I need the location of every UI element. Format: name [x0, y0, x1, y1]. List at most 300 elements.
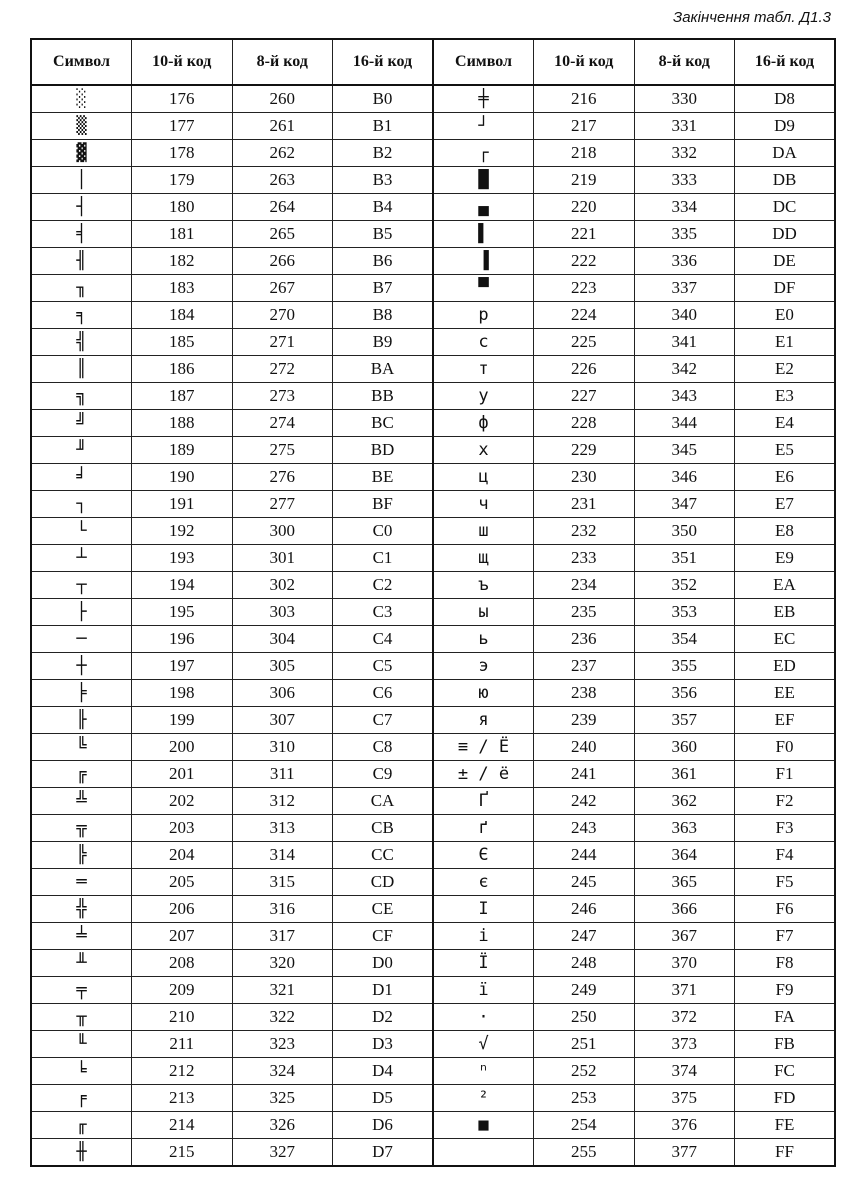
cell-symbol: с [433, 329, 534, 356]
cell-symbol: ╒ [31, 1085, 132, 1112]
cell-decimal: 201 [132, 761, 233, 788]
cell-decimal: 217 [534, 113, 635, 140]
cell-hex: FF [735, 1139, 836, 1167]
cell-symbol: ╞ [31, 680, 132, 707]
cell-octal: 326 [232, 1112, 333, 1139]
cell-symbol: ┐ [31, 491, 132, 518]
cell-decimal: 254 [534, 1112, 635, 1139]
cell-symbol: Є [433, 842, 534, 869]
cell-octal: 357 [634, 707, 735, 734]
cell-symbol: ╛ [31, 464, 132, 491]
cell-hex: B4 [333, 194, 434, 221]
cell-symbol: т [433, 356, 534, 383]
cell-symbol: √ [433, 1031, 534, 1058]
cell-hex: E2 [735, 356, 836, 383]
cell-octal: 377 [634, 1139, 735, 1167]
cell-hex: F3 [735, 815, 836, 842]
table-row [31, 140, 835, 167]
cell-decimal: 193 [132, 545, 233, 572]
cell-octal: 372 [634, 1004, 735, 1031]
header-hex: 16-й код [333, 39, 434, 85]
cell-hex: C6 [333, 680, 434, 707]
cell-octal: 354 [634, 626, 735, 653]
table-row [31, 869, 835, 896]
cell-decimal: 216 [534, 85, 635, 113]
cell-symbol: і [433, 923, 534, 950]
cell-octal: 345 [634, 437, 735, 464]
cell-symbol: ┬ [31, 572, 132, 599]
cell-octal: 264 [232, 194, 333, 221]
table-row [31, 383, 835, 410]
cell-hex: C7 [333, 707, 434, 734]
cell-octal: 317 [232, 923, 333, 950]
cell-decimal: 242 [534, 788, 635, 815]
cell-symbol: э [433, 653, 534, 680]
cell-hex: F9 [735, 977, 836, 1004]
cell-hex: E8 [735, 518, 836, 545]
cell-decimal: 252 [534, 1058, 635, 1085]
cell-symbol: ╝ [31, 410, 132, 437]
cell-octal: 320 [232, 950, 333, 977]
cell-octal: 355 [634, 653, 735, 680]
cell-decimal: 245 [534, 869, 635, 896]
cell-hex: CC [333, 842, 434, 869]
cell-symbol: ╘ [31, 1058, 132, 1085]
cell-octal: 271 [232, 329, 333, 356]
cell-symbol: ± / ё [433, 761, 534, 788]
cell-octal: 364 [634, 842, 735, 869]
cell-octal: 351 [634, 545, 735, 572]
table-row [31, 302, 835, 329]
cell-hex: B1 [333, 113, 434, 140]
cell-symbol: ╚ [31, 734, 132, 761]
cell-decimal: 221 [534, 221, 635, 248]
cell-symbol: ▐ [433, 248, 534, 275]
table-body [31, 85, 835, 1166]
cell-symbol: ї [433, 977, 534, 1004]
table-row [31, 221, 835, 248]
cell-symbol: ф [433, 410, 534, 437]
cell-symbol: └ [31, 518, 132, 545]
cell-octal: 303 [232, 599, 333, 626]
cell-symbol: ю [433, 680, 534, 707]
cell-symbol: ┘ [433, 113, 534, 140]
cell-decimal: 215 [132, 1139, 233, 1167]
table-row [31, 545, 835, 572]
table-row [31, 1085, 835, 1112]
cell-hex: EA [735, 572, 836, 599]
cell-symbol: ╗ [31, 383, 132, 410]
cell-octal: 315 [232, 869, 333, 896]
cell-hex: BD [333, 437, 434, 464]
table-row [31, 788, 835, 815]
cell-octal: 343 [634, 383, 735, 410]
cell-hex: E1 [735, 329, 836, 356]
cell-decimal: 182 [132, 248, 233, 275]
cell-hex: E7 [735, 491, 836, 518]
cell-octal: 325 [232, 1085, 333, 1112]
cell-hex: BE [333, 464, 434, 491]
cell-decimal: 222 [534, 248, 635, 275]
cell-symbol: ╢ [31, 248, 132, 275]
cell-symbol: ├ [31, 599, 132, 626]
cell-octal: 371 [634, 977, 735, 1004]
cell-symbol: ╔ [31, 761, 132, 788]
cell-hex: CF [333, 923, 434, 950]
cell-symbol: щ [433, 545, 534, 572]
cell-hex: DC [735, 194, 836, 221]
cell-decimal: 189 [132, 437, 233, 464]
cell-hex: FE [735, 1112, 836, 1139]
cell-octal: 331 [634, 113, 735, 140]
cell-octal: 263 [232, 167, 333, 194]
table-row [31, 1112, 835, 1139]
cell-octal: 321 [232, 977, 333, 1004]
cell-symbol: ╓ [31, 1112, 132, 1139]
header-symbol: Символ [433, 39, 534, 85]
cell-decimal: 179 [132, 167, 233, 194]
table-row [31, 437, 835, 464]
cell-hex: EF [735, 707, 836, 734]
cell-octal: 307 [232, 707, 333, 734]
cell-octal: 273 [232, 383, 333, 410]
cell-decimal: 207 [132, 923, 233, 950]
cell-hex: EB [735, 599, 836, 626]
cell-decimal: 195 [132, 599, 233, 626]
cell-hex: C8 [333, 734, 434, 761]
cell-octal: 265 [232, 221, 333, 248]
cell-symbol: ╜ [31, 437, 132, 464]
cell-hex: F5 [735, 869, 836, 896]
table-row [31, 680, 835, 707]
cell-octal: 346 [634, 464, 735, 491]
cell-symbol: ╟ [31, 707, 132, 734]
cell-hex: F8 [735, 950, 836, 977]
cell-decimal: 184 [132, 302, 233, 329]
cell-decimal: 241 [534, 761, 635, 788]
cell-symbol: ╕ [31, 302, 132, 329]
cell-symbol: Ґ [433, 788, 534, 815]
cell-hex: B2 [333, 140, 434, 167]
cell-octal: 322 [232, 1004, 333, 1031]
cell-decimal: 224 [534, 302, 635, 329]
cell-octal: 334 [634, 194, 735, 221]
table-row [31, 923, 835, 950]
cell-hex: D9 [735, 113, 836, 140]
cell-hex: B7 [333, 275, 434, 302]
cell-hex: C5 [333, 653, 434, 680]
cell-symbol: у [433, 383, 534, 410]
table-row [31, 1031, 835, 1058]
cell-hex: CA [333, 788, 434, 815]
header-octal: 8-й код [634, 39, 735, 85]
cell-decimal: 177 [132, 113, 233, 140]
table-row [31, 464, 835, 491]
table-row [31, 329, 835, 356]
cell-octal: 341 [634, 329, 735, 356]
cell-symbol: ╡ [31, 221, 132, 248]
table-row [31, 896, 835, 923]
cell-decimal: 251 [534, 1031, 635, 1058]
cell-hex: D4 [333, 1058, 434, 1085]
cell-symbol: І [433, 896, 534, 923]
cell-hex: E6 [735, 464, 836, 491]
table-row [31, 491, 835, 518]
cell-decimal: 235 [534, 599, 635, 626]
cell-decimal: 208 [132, 950, 233, 977]
table-row [31, 275, 835, 302]
cell-decimal: 246 [534, 896, 635, 923]
cell-octal: 336 [634, 248, 735, 275]
cell-decimal: 214 [132, 1112, 233, 1139]
cell-decimal: 213 [132, 1085, 233, 1112]
cell-hex: CD [333, 869, 434, 896]
cell-hex: DF [735, 275, 836, 302]
table-row [31, 626, 835, 653]
cell-symbol: ┌ [433, 140, 534, 167]
cell-octal: 352 [634, 572, 735, 599]
cell-decimal: 202 [132, 788, 233, 815]
table-row [31, 194, 835, 221]
cell-symbol: я [433, 707, 534, 734]
cell-decimal: 203 [132, 815, 233, 842]
table-row [31, 518, 835, 545]
cell-symbol: х [433, 437, 534, 464]
cell-symbol: р [433, 302, 534, 329]
cell-decimal: 212 [132, 1058, 233, 1085]
cell-decimal: 209 [132, 977, 233, 1004]
cell-hex: E9 [735, 545, 836, 572]
cell-symbol: ▄ [433, 194, 534, 221]
cell-octal: 335 [634, 221, 735, 248]
cell-symbol: ╪ [433, 85, 534, 113]
cell-hex: B0 [333, 85, 434, 113]
table-row [31, 815, 835, 842]
cell-symbol: ■ [433, 1112, 534, 1139]
cell-octal: 311 [232, 761, 333, 788]
cell-hex: F1 [735, 761, 836, 788]
cell-hex: E0 [735, 302, 836, 329]
cell-decimal: 226 [534, 356, 635, 383]
cell-octal: 333 [634, 167, 735, 194]
cell-octal: 324 [232, 1058, 333, 1085]
cell-hex: DE [735, 248, 836, 275]
cell-hex: F7 [735, 923, 836, 950]
cell-hex: E5 [735, 437, 836, 464]
cell-decimal: 187 [132, 383, 233, 410]
cell-octal: 272 [232, 356, 333, 383]
cell-hex: B8 [333, 302, 434, 329]
cell-decimal: 218 [534, 140, 635, 167]
cell-symbol: ═ [31, 869, 132, 896]
cell-symbol: ▓ [31, 140, 132, 167]
table-row [31, 761, 835, 788]
cell-decimal: 250 [534, 1004, 635, 1031]
cell-symbol: ╖ [31, 275, 132, 302]
cell-decimal: 200 [132, 734, 233, 761]
cell-octal: 266 [232, 248, 333, 275]
cell-hex: C9 [333, 761, 434, 788]
cell-decimal: 230 [534, 464, 635, 491]
cell-octal: 304 [232, 626, 333, 653]
character-code-table [30, 38, 836, 1167]
cell-octal: 376 [634, 1112, 735, 1139]
cell-decimal: 180 [132, 194, 233, 221]
cell-octal: 310 [232, 734, 333, 761]
cell-hex: B9 [333, 329, 434, 356]
cell-octal: 344 [634, 410, 735, 437]
cell-decimal: 232 [534, 518, 635, 545]
table-row [31, 1058, 835, 1085]
cell-symbol: ╬ [31, 896, 132, 923]
header-octal: 8-й код [232, 39, 333, 85]
cell-symbol: ≡ / Ё [433, 734, 534, 761]
cell-hex: C1 [333, 545, 434, 572]
cell-octal: 373 [634, 1031, 735, 1058]
table-row [31, 167, 835, 194]
cell-symbol: ш [433, 518, 534, 545]
cell-hex: E3 [735, 383, 836, 410]
cell-hex: C4 [333, 626, 434, 653]
cell-decimal: 238 [534, 680, 635, 707]
cell-hex: C3 [333, 599, 434, 626]
cell-octal: 365 [634, 869, 735, 896]
cell-octal: 260 [232, 85, 333, 113]
cell-decimal: 231 [534, 491, 635, 518]
cell-octal: 337 [634, 275, 735, 302]
cell-symbol: ч [433, 491, 534, 518]
cell-hex: B5 [333, 221, 434, 248]
cell-octal: 356 [634, 680, 735, 707]
cell-symbol: ╧ [31, 923, 132, 950]
header-hex: 16-й код [735, 39, 836, 85]
cell-hex: F4 [735, 842, 836, 869]
cell-octal: 262 [232, 140, 333, 167]
table-row [31, 1139, 835, 1167]
cell-octal: 270 [232, 302, 333, 329]
cell-octal: 277 [232, 491, 333, 518]
cell-octal: 332 [634, 140, 735, 167]
cell-hex: D3 [333, 1031, 434, 1058]
cell-hex: DB [735, 167, 836, 194]
header-decimal: 10-й код [132, 39, 233, 85]
cell-octal: 316 [232, 896, 333, 923]
cell-symbol: █ [433, 167, 534, 194]
cell-decimal: 194 [132, 572, 233, 599]
cell-octal: 375 [634, 1085, 735, 1112]
cell-octal: 366 [634, 896, 735, 923]
cell-octal: 306 [232, 680, 333, 707]
table-row [31, 734, 835, 761]
cell-octal: 367 [634, 923, 735, 950]
table-row [31, 599, 835, 626]
cell-octal: 274 [232, 410, 333, 437]
header-decimal: 10-й код [534, 39, 635, 85]
cell-octal: 305 [232, 653, 333, 680]
cell-octal: 300 [232, 518, 333, 545]
cell-hex: BB [333, 383, 434, 410]
cell-symbol: ы [433, 599, 534, 626]
cell-hex: BC [333, 410, 434, 437]
cell-symbol: · [433, 1004, 534, 1031]
cell-decimal: 188 [132, 410, 233, 437]
cell-octal: 360 [634, 734, 735, 761]
cell-symbol: ╦ [31, 815, 132, 842]
cell-hex: FA [735, 1004, 836, 1031]
cell-decimal: 237 [534, 653, 635, 680]
cell-hex: F6 [735, 896, 836, 923]
cell-decimal: 192 [132, 518, 233, 545]
cell-symbol: ² [433, 1085, 534, 1112]
cell-octal: 374 [634, 1058, 735, 1085]
cell-symbol: ь [433, 626, 534, 653]
table-row [31, 1004, 835, 1031]
cell-symbol: ╠ [31, 842, 132, 869]
cell-octal: 350 [634, 518, 735, 545]
cell-decimal: 181 [132, 221, 233, 248]
cell-octal: 363 [634, 815, 735, 842]
cell-hex: C0 [333, 518, 434, 545]
cell-decimal: 219 [534, 167, 635, 194]
table-row [31, 950, 835, 977]
cell-hex: B3 [333, 167, 434, 194]
cell-symbol: ▌ [433, 221, 534, 248]
cell-hex: BF [333, 491, 434, 518]
table-row [31, 113, 835, 140]
cell-decimal: 186 [132, 356, 233, 383]
cell-decimal: 199 [132, 707, 233, 734]
cell-hex: D1 [333, 977, 434, 1004]
cell-symbol: ─ [31, 626, 132, 653]
cell-hex: DA [735, 140, 836, 167]
cell-symbol: ╥ [31, 1004, 132, 1031]
cell-symbol: ║ [31, 356, 132, 383]
cell-symbol: ╩ [31, 788, 132, 815]
cell-decimal: 206 [132, 896, 233, 923]
cell-hex: F2 [735, 788, 836, 815]
cell-hex: D6 [333, 1112, 434, 1139]
cell-symbol: Ї [433, 950, 534, 977]
cell-decimal: 197 [132, 653, 233, 680]
table-row [31, 572, 835, 599]
cell-symbol: ╫ [31, 1139, 132, 1167]
table-row [31, 842, 835, 869]
cell-symbol: ╙ [31, 1031, 132, 1058]
cell-decimal: 220 [534, 194, 635, 221]
cell-octal: 330 [634, 85, 735, 113]
cell-decimal: 223 [534, 275, 635, 302]
cell-symbol: є [433, 869, 534, 896]
cell-symbol: ╤ [31, 977, 132, 1004]
cell-decimal: 204 [132, 842, 233, 869]
cell-octal: 313 [232, 815, 333, 842]
cell-symbol: ┼ [31, 653, 132, 680]
cell-octal: 353 [634, 599, 735, 626]
cell-octal: 314 [232, 842, 333, 869]
cell-hex: EC [735, 626, 836, 653]
cell-decimal: 229 [534, 437, 635, 464]
cell-decimal: 248 [534, 950, 635, 977]
cell-decimal: 243 [534, 815, 635, 842]
cell-octal: 327 [232, 1139, 333, 1167]
cell-symbol: ╨ [31, 950, 132, 977]
cell-octal: 340 [634, 302, 735, 329]
cell-octal: 361 [634, 761, 735, 788]
cell-symbol: ц [433, 464, 534, 491]
cell-hex: D5 [333, 1085, 434, 1112]
cell-decimal: 228 [534, 410, 635, 437]
cell-hex: D0 [333, 950, 434, 977]
